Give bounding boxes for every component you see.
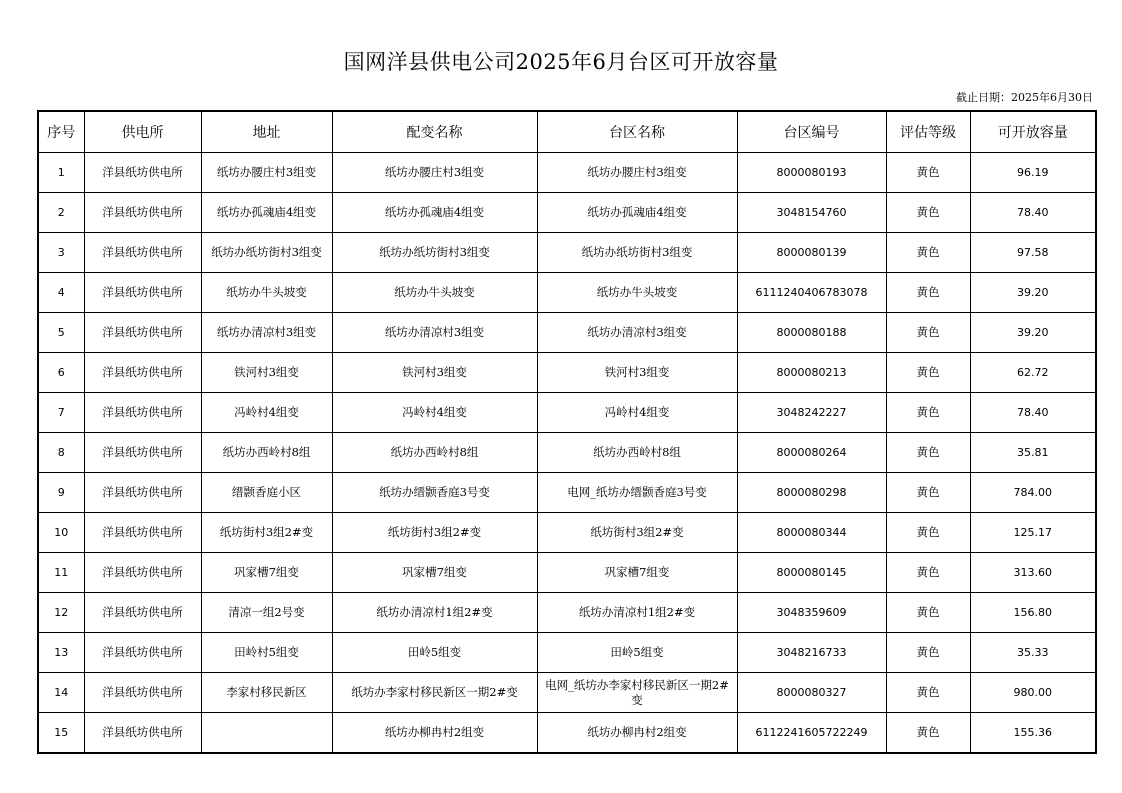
table-row: [38, 273, 1096, 313]
cell-transformer-name: 纸坊办腰庄村3组变: [332, 153, 537, 193]
cell-index: 14: [38, 673, 84, 713]
header-area-code: 台区编号: [737, 111, 886, 153]
cell-rating: 黄色: [886, 433, 970, 473]
cell-index: 4: [38, 273, 84, 313]
cell-capacity: 62.72: [970, 353, 1096, 393]
cell-area-code: 8000080264: [737, 433, 886, 473]
header-station: 供电所: [84, 111, 201, 153]
cell-capacity: 39.20: [970, 273, 1096, 313]
cell-index: 11: [38, 553, 84, 593]
cell-rating: 黄色: [886, 193, 970, 233]
cell-address: 纸坊办纸坊街村3组变: [201, 233, 332, 273]
cell-station: 洋县纸坊供电所: [84, 633, 201, 673]
cell-station: 洋县纸坊供电所: [84, 233, 201, 273]
table-row: [38, 673, 1096, 713]
header-index: 序号: [38, 111, 84, 153]
cell-capacity: 784.00: [970, 473, 1096, 513]
table-row: [38, 233, 1096, 273]
cell-address: 纸坊街村3组2#变: [201, 513, 332, 553]
cell-area-name: 田岭5组变: [537, 633, 737, 673]
cell-rating: 黄色: [886, 313, 970, 353]
cell-area-name: 电网_纸坊办李家村移民新区一期2#变: [537, 673, 737, 713]
table-row: [38, 473, 1096, 513]
cell-area-code: 3048216733: [737, 633, 886, 673]
cell-index: 7: [38, 393, 84, 433]
cell-area-code: 6112241605722249: [737, 713, 886, 754]
cell-address: 铁河村3组变: [201, 353, 332, 393]
table-row: [38, 513, 1096, 553]
cell-area-code: 3048154760: [737, 193, 886, 233]
cell-area-code: 8000080139: [737, 233, 886, 273]
cell-capacity: 980.00: [970, 673, 1096, 713]
cell-area-name: 电网_纸坊办缙颢香庭3号变: [537, 473, 737, 513]
cell-capacity: 35.81: [970, 433, 1096, 473]
cell-capacity: 313.60: [970, 553, 1096, 593]
table-row: [38, 153, 1096, 193]
cell-area-name: 巩家槽7组变: [537, 553, 737, 593]
table-row: [38, 553, 1096, 593]
cell-area-name: 纸坊办柳冉村2组变: [537, 713, 737, 754]
cell-transformer-name: 纸坊办清凉村3组变: [332, 313, 537, 353]
cell-area-code: 8000080298: [737, 473, 886, 513]
cell-area-name: 冯岭村4组变: [537, 393, 737, 433]
cell-index: 10: [38, 513, 84, 553]
cell-area-code: 8000080188: [737, 313, 886, 353]
cell-capacity: 125.17: [970, 513, 1096, 553]
table-row: [38, 193, 1096, 233]
cell-address: 李家村移民新区: [201, 673, 332, 713]
table-row: [38, 353, 1096, 393]
cell-rating: 黄色: [886, 153, 970, 193]
cell-area-code: 3048359609: [737, 593, 886, 633]
cell-area-code: 8000080327: [737, 673, 886, 713]
cell-capacity: 78.40: [970, 393, 1096, 433]
cell-area-name: 纸坊办腰庄村3组变: [537, 153, 737, 193]
cell-rating: 黄色: [886, 593, 970, 633]
cell-station: 洋县纸坊供电所: [84, 313, 201, 353]
cell-rating: 黄色: [886, 553, 970, 593]
cell-address: 纸坊办孤魂庙4组变: [201, 193, 332, 233]
cell-rating: 黄色: [886, 233, 970, 273]
cell-transformer-name: 纸坊办李家村移民新区一期2#变: [332, 673, 537, 713]
cell-station: 洋县纸坊供电所: [84, 513, 201, 553]
cell-transformer-name: 田岭5组变: [332, 633, 537, 673]
cell-station: 洋县纸坊供电所: [84, 553, 201, 593]
cell-index: 5: [38, 313, 84, 353]
cell-station: 洋县纸坊供电所: [84, 393, 201, 433]
cell-index: 9: [38, 473, 84, 513]
cell-rating: 黄色: [886, 673, 970, 713]
cell-capacity: 39.20: [970, 313, 1096, 353]
cell-address: 纸坊办腰庄村3组变: [201, 153, 332, 193]
cell-index: 1: [38, 153, 84, 193]
cell-area-code: 3048242227: [737, 393, 886, 433]
capacity-table: [37, 110, 1097, 754]
cell-area-name: 纸坊办清凉村1组2#变: [537, 593, 737, 633]
cell-address: [201, 713, 332, 754]
page-title: 国网洋县供电公司2025年6月台区可开放容量: [343, 50, 779, 74]
cell-area-name: 纸坊办孤魂庙4组变: [537, 193, 737, 233]
cell-transformer-name: 纸坊办孤魂庙4组变: [332, 193, 537, 233]
cell-rating: 黄色: [886, 353, 970, 393]
cell-transformer-name: 纸坊办缙颢香庭3号变: [332, 473, 537, 513]
cell-area-code: 8000080344: [737, 513, 886, 553]
cell-area-name: 铁河村3组变: [537, 353, 737, 393]
cell-transformer-name: 铁河村3组变: [332, 353, 537, 393]
cell-rating: 黄色: [886, 713, 970, 754]
cell-station: 洋县纸坊供电所: [84, 473, 201, 513]
cell-station: 洋县纸坊供电所: [84, 593, 201, 633]
cell-rating: 黄色: [886, 393, 970, 433]
cell-area-name: 纸坊办牛头坡变: [537, 273, 737, 313]
cell-station: 洋县纸坊供电所: [84, 673, 201, 713]
cell-address: 冯岭村4组变: [201, 393, 332, 433]
cell-index: 15: [38, 713, 84, 754]
cell-rating: 黄色: [886, 273, 970, 313]
cell-area-code: 6111240406783078: [737, 273, 886, 313]
cell-address: 纸坊办清凉村3组变: [201, 313, 332, 353]
header-address: 地址: [201, 111, 332, 153]
cell-area-name: 纸坊办清凉村3组变: [537, 313, 737, 353]
cell-area-name: 纸坊办纸坊街村3组变: [537, 233, 737, 273]
cell-area-code: 8000080193: [737, 153, 886, 193]
cell-station: 洋县纸坊供电所: [84, 273, 201, 313]
cell-rating: 黄色: [886, 473, 970, 513]
cell-capacity: 96.19: [970, 153, 1096, 193]
header-transformer-name: 配变名称: [332, 111, 537, 153]
cell-capacity: 78.40: [970, 193, 1096, 233]
cell-capacity: 156.80: [970, 593, 1096, 633]
cell-station: 洋县纸坊供电所: [84, 193, 201, 233]
cell-index: 2: [38, 193, 84, 233]
header-capacity: 可开放容量: [970, 111, 1096, 153]
cell-index: 13: [38, 633, 84, 673]
cutoff-date: 截止日期：2025年6月30日: [956, 91, 1093, 104]
cell-transformer-name: 纸坊办纸坊街村3组变: [332, 233, 537, 273]
cell-capacity: 155.36: [970, 713, 1096, 754]
table-row: [38, 393, 1096, 433]
table-row: [38, 713, 1096, 754]
cell-station: 洋县纸坊供电所: [84, 353, 201, 393]
cell-address: 清凉一组2号变: [201, 593, 332, 633]
table-row: [38, 633, 1096, 673]
cell-area-name: 纸坊办西岭村8组: [537, 433, 737, 473]
table-row: [38, 593, 1096, 633]
cell-capacity: 97.58: [970, 233, 1096, 273]
header-area-name: 台区名称: [537, 111, 737, 153]
cell-station: 洋县纸坊供电所: [84, 713, 201, 754]
table-header-row: [38, 111, 1096, 153]
cell-address: 巩家槽7组变: [201, 553, 332, 593]
cell-transformer-name: 巩家槽7组变: [332, 553, 537, 593]
header-rating: 评估等级: [886, 111, 970, 153]
table-row: [38, 433, 1096, 473]
cell-address: 纸坊办西岭村8组: [201, 433, 332, 473]
cell-address: 纸坊办牛头坡变: [201, 273, 332, 313]
cell-area-code: 8000080213: [737, 353, 886, 393]
cell-index: 6: [38, 353, 84, 393]
cell-area-name: 纸坊街村3组2#变: [537, 513, 737, 553]
cell-address: 缙颢香庭小区: [201, 473, 332, 513]
cell-capacity: 35.33: [970, 633, 1096, 673]
cell-address: 田岭村5组变: [201, 633, 332, 673]
cell-rating: 黄色: [886, 513, 970, 553]
cell-station: 洋县纸坊供电所: [84, 153, 201, 193]
cell-station: 洋县纸坊供电所: [84, 433, 201, 473]
cell-transformer-name: 纸坊办柳冉村2组变: [332, 713, 537, 754]
cell-transformer-name: 冯岭村4组变: [332, 393, 537, 433]
cell-transformer-name: 纸坊街村3组2#变: [332, 513, 537, 553]
cell-area-code: 8000080145: [737, 553, 886, 593]
cell-index: 8: [38, 433, 84, 473]
cell-rating: 黄色: [886, 633, 970, 673]
cell-index: 3: [38, 233, 84, 273]
cell-transformer-name: 纸坊办牛头坡变: [332, 273, 537, 313]
cell-index: 12: [38, 593, 84, 633]
table-row: [38, 313, 1096, 353]
cell-transformer-name: 纸坊办清凉村1组2#变: [332, 593, 537, 633]
cell-transformer-name: 纸坊办西岭村8组: [332, 433, 537, 473]
